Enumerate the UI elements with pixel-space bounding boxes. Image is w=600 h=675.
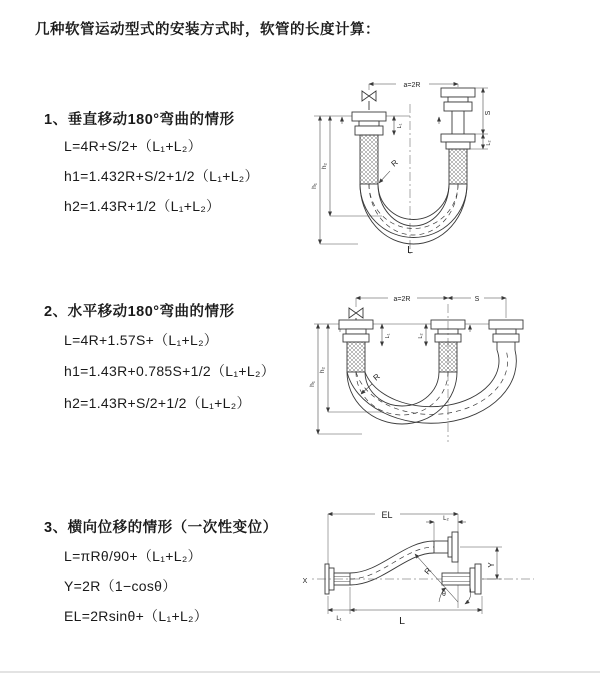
dimension-el <box>328 508 458 608</box>
diagram-horizontal-180-bend <box>304 284 592 448</box>
dimension-l2 <box>418 324 426 346</box>
section-1-heading: 1、垂直移动180°弯曲的情形 <box>44 112 235 128</box>
formula-h2: h2=1.43R+1/2（L₁+L₂） <box>64 198 221 214</box>
s-curve-hose <box>350 541 434 585</box>
dim-label-el: EL <box>381 510 393 520</box>
dimension-l2 <box>426 516 466 540</box>
right-flange-fitting <box>470 564 481 594</box>
right-flange-fitting <box>489 320 523 342</box>
dim-label-r: R <box>422 566 434 577</box>
left-flange-fitting <box>352 112 386 135</box>
dim-label-l1: L₁ <box>385 333 391 339</box>
dimension-l1 <box>394 116 403 135</box>
diagram-vertical-180-bend <box>306 64 578 262</box>
dim-label-h1: h₁ <box>309 381 316 387</box>
dimension-l2 <box>483 134 492 149</box>
dim-label-a2r: a=2R <box>393 296 411 303</box>
axis-mark <box>300 574 310 585</box>
dim-label-l2: L₂ <box>418 333 424 339</box>
lower-pipe-original-position <box>442 573 470 585</box>
braided-hose-right <box>449 149 467 184</box>
formula-h2: h2=1.43R+S/2+1/2（L₁+L₂） <box>64 395 251 411</box>
formula-length: L=4R+1.57S+（L₁+L₂） <box>64 332 219 348</box>
valve-icon <box>362 91 376 110</box>
braided-hose-left <box>347 342 365 372</box>
dim-label-h2: h₂ <box>319 366 326 374</box>
right-flange-fitting-upper <box>441 88 475 111</box>
dim-label-l: L <box>407 244 413 256</box>
dim-label-l2: L₂ <box>486 140 492 146</box>
radius-annotation <box>379 158 400 183</box>
dimension-a2r <box>356 293 448 303</box>
u-bend-position-1 <box>347 372 457 424</box>
formula-y: Y=2R（1−cosθ） <box>64 578 177 594</box>
right-flange-fitting-lower <box>441 134 475 149</box>
formula-h1: h1=1.432R+S/2+1/2（L₁+L₂） <box>64 168 259 184</box>
dim-label-theta: θ <box>442 591 446 598</box>
section-2-heading: 2、水平移动180°弯曲的情形 <box>44 304 235 320</box>
dim-label-l: L <box>399 615 405 627</box>
dim-label-l2: L₂ <box>443 516 449 522</box>
dim-label-l1: L₁ <box>397 123 403 129</box>
u-bend-hose <box>360 184 467 244</box>
dim-label-s: S <box>485 110 492 116</box>
formula-length: L=4R+S/2+（L₁+L₂） <box>64 138 202 154</box>
diagram-lateral-displacement <box>294 498 592 640</box>
section-3-heading: 3、横向位移的情形（一次性变位） <box>44 520 278 536</box>
formula-el: EL=2Rsinθ+（L₁+L₂） <box>64 608 209 624</box>
dimension-l1 <box>382 324 391 346</box>
angle-annotation <box>439 587 471 604</box>
page-bottom-rule <box>0 671 600 673</box>
upper-flange-fitting <box>434 532 458 562</box>
dimension-h1 <box>311 116 358 244</box>
dimension-l <box>328 587 482 627</box>
dim-label-l1: L₁ <box>336 616 342 622</box>
dim-label-a2r: a=2R <box>403 82 421 89</box>
dim-label-x: X <box>302 578 308 585</box>
dim-label-s: S <box>474 296 480 303</box>
dim-label-h1: h₁ <box>311 183 318 189</box>
page-title: 几种软管运动型式的安装方式时，软管的长度计算： <box>35 22 380 38</box>
left-flange-fitting <box>339 320 373 342</box>
dim-label-y: Y <box>487 562 496 568</box>
braided-hose-left <box>360 135 378 184</box>
u-bend-position-2 <box>347 350 516 423</box>
dim-label-h2: h₂ <box>321 162 328 170</box>
formula-h1: h1=1.43R+0.785S+1/2（L₁+L₂） <box>64 363 275 379</box>
dim-label-r: R <box>371 371 382 383</box>
formula-length: L=πRθ/90+（L₁+L₂） <box>64 548 202 564</box>
dimension-s <box>448 293 506 303</box>
dim-label-r: R <box>389 157 400 169</box>
